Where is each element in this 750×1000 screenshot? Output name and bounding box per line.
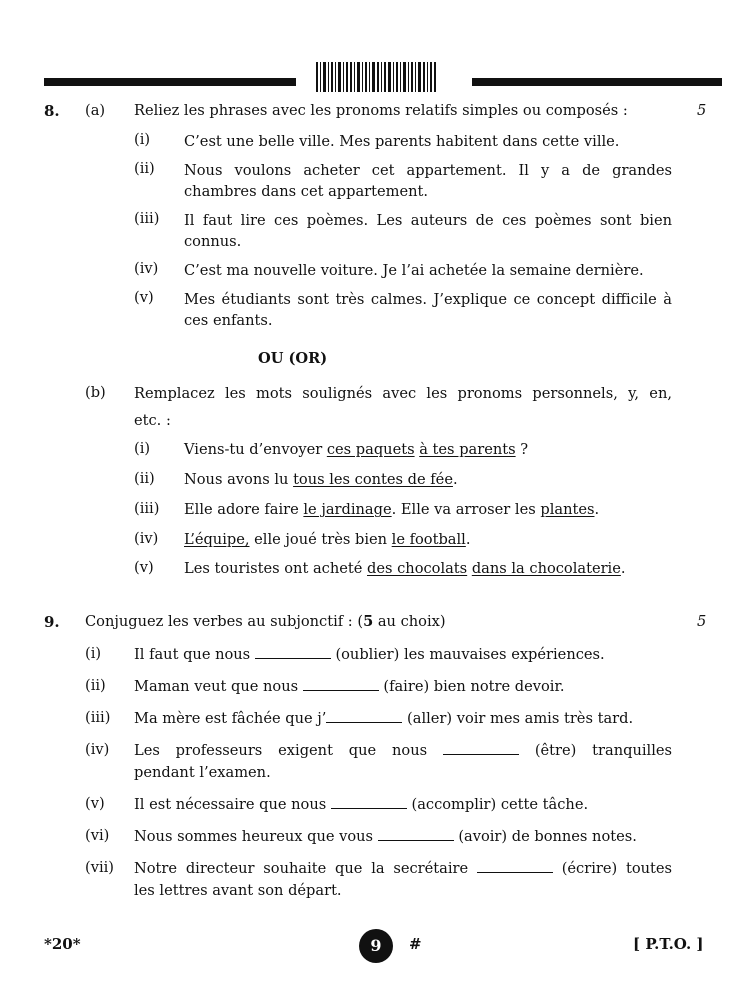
item-8b-v-num: (v) <box>134 559 154 576</box>
item-8b-v-text <box>184 558 626 579</box>
item-9-i-after: (oublier) les mauvaises expériences. <box>330 646 605 663</box>
item-8a-ii-line1: Nous voulons acheter cet appartement. Il y a de grandes <box>184 162 672 179</box>
item-9-ii-before: Maman veut que nous <box>134 678 303 695</box>
item-8a-ii-num: (ii) <box>134 160 155 177</box>
item-9-iv-num: (iv) <box>85 741 110 758</box>
item-8b-i-u2: à tes parents <box>419 441 516 458</box>
question-9-instruction-text: Conjuguez les verbes au subjonctif : ( <box>85 613 364 630</box>
item-8b-iii-text <box>184 499 599 520</box>
item-9-v-blank[interactable] <box>331 796 407 809</box>
item-8b-iii-u1: le jardinage <box>303 501 392 518</box>
item-9-ii-num: (ii) <box>85 677 106 694</box>
item-8b-iii-t1: Elle adore faire <box>184 501 304 518</box>
item-8b-iv-text <box>184 529 470 550</box>
question-8a-label: (a) <box>85 102 106 119</box>
barcode-graphic <box>316 62 436 92</box>
item-8a-v-num: (v) <box>134 289 154 306</box>
item-9-i-blank[interactable] <box>255 646 331 659</box>
item-8a-i-num: (i) <box>134 131 151 148</box>
item-8a-iii-num: (iii) <box>134 210 160 227</box>
item-9-ii-after: (faire) bien notre devoir. <box>378 678 565 695</box>
item-8b-v-t3: . <box>620 560 626 577</box>
question-9-instruction <box>85 611 446 632</box>
item-8a-v-line1: Mes étudiants sont très calmes. J’explique ce concept difficile à <box>184 291 672 308</box>
item-8b-iii-u2: plantes <box>540 501 595 518</box>
item-8b-v-t1: Les touristes ont acheté <box>184 560 368 577</box>
item-8b-i-t1: Viens-tu d’envoyer <box>184 441 327 458</box>
item-9-vi-blank[interactable] <box>378 828 454 841</box>
item-8b-i-t3: ? <box>515 441 529 458</box>
question-9-instruction-end: au choix) <box>373 613 446 630</box>
item-8b-iv-t2: . <box>465 531 471 548</box>
item-9-iii-after: (aller) voir mes amis très tard. <box>402 710 634 727</box>
item-9-ii-text <box>134 676 564 697</box>
item-8b-v-u1: des chocolats <box>367 560 468 577</box>
item-8b-iii-num: (iii) <box>134 500 160 517</box>
question-8-marks: 5 <box>697 102 707 119</box>
item-9-i-num: (i) <box>85 645 102 662</box>
item-9-iii-text <box>134 708 633 729</box>
item-9-v-before: Il est nécessaire que nous <box>134 796 331 813</box>
item-9-vi-text <box>134 826 637 847</box>
item-8a-iv-text: C’est ma nouvelle voiture. Je l’ai achetée la semaine dernière. <box>184 262 644 279</box>
header-rule-right <box>472 78 722 86</box>
question-8b-instruction-line2: etc. : <box>134 412 171 429</box>
item-8b-iv-num: (iv) <box>134 530 159 547</box>
question-8b-label: (b) <box>85 384 106 401</box>
item-9-vii-after: (écrire) toutes <box>552 860 673 877</box>
or-divider: OU (OR) <box>258 350 328 367</box>
footer-hash: # <box>409 935 422 953</box>
footer-code: *20* <box>44 935 81 953</box>
item-9-iv-line1 <box>134 740 672 761</box>
question-8-number: 8. <box>44 102 60 120</box>
item-9-ii-blank[interactable] <box>303 678 379 691</box>
item-8a-iii-line1: Il faut lire ces poèmes. Les auteurs de ces poèmes sont bien <box>184 212 672 229</box>
item-8a-ii-line2: chambres dans cet appartement. <box>184 183 429 200</box>
item-8b-v-u2: dans la chocolaterie <box>471 560 621 577</box>
item-9-vi-before: Nous sommes heureux que vous <box>134 828 378 845</box>
item-9-iv-blank[interactable] <box>443 742 519 755</box>
item-9-vii-before: Notre directeur souhaite que la secrétaire <box>134 860 477 877</box>
item-8b-iv-u2: le football <box>391 531 466 548</box>
item-8a-iv-num: (iv) <box>134 260 159 277</box>
item-8b-ii-u1: tous les contes de fée <box>293 471 453 488</box>
question-9-marks: 5 <box>697 613 707 630</box>
item-9-i-text <box>134 644 605 665</box>
item-8a-v-line2: ces enfants. <box>184 312 273 329</box>
item-9-vii-line2: les lettres avant son départ. <box>134 882 342 899</box>
item-8a-i-text: C’est une belle ville. Mes parents habitent dans cette ville. <box>184 133 620 150</box>
item-8b-ii-num: (ii) <box>134 470 155 487</box>
item-9-i-before: Il faut que nous <box>134 646 255 663</box>
item-8a-iii-line2: connus. <box>184 233 242 250</box>
item-8b-i-num: (i) <box>134 440 151 457</box>
item-8b-ii-t2: . <box>452 471 458 488</box>
question-8b-instruction-line1: Remplacez les mots soulignés avec les pronoms personnels, y, en, <box>134 385 672 402</box>
item-8b-iii-t3: . <box>594 501 600 518</box>
item-8b-i-text <box>184 439 528 460</box>
item-9-vii-num: (vii) <box>85 859 114 876</box>
item-8b-iii-t2: . Elle va arroser les <box>391 501 541 518</box>
item-8b-ii-t1: Nous avons lu <box>184 471 294 488</box>
item-9-iv-line2: pendant l’examen. <box>134 764 271 781</box>
item-8b-iv-t1: elle joué très bien <box>249 531 392 548</box>
item-9-vii-line1 <box>134 858 672 879</box>
item-8b-ii-text <box>184 469 458 490</box>
item-8b-i-u1: ces paquets <box>326 441 415 458</box>
item-9-iii-before: Ma mère est fâchée que j’ <box>134 710 327 727</box>
item-9-v-after: (accomplir) cette tâche. <box>406 796 589 813</box>
item-9-v-num: (v) <box>85 795 105 812</box>
item-9-vi-num: (vi) <box>85 827 110 844</box>
question-8a-instruction: Reliez les phrases avec les pronoms relatifs simples ou composés : <box>134 102 628 119</box>
header-rule-left <box>44 78 296 86</box>
item-9-iii-num: (iii) <box>85 709 111 726</box>
item-8b-iv-u1: L’équipe, <box>184 531 250 548</box>
footer-pto: [ P.T.O. ] <box>633 935 704 953</box>
item-9-iii-blank[interactable] <box>326 710 402 723</box>
item-9-vi-after: (avoir) de bonnes notes. <box>453 828 637 845</box>
question-9-instruction-count: 5 <box>363 613 374 630</box>
item-9-vii-blank[interactable] <box>477 860 553 873</box>
question-9-number: 9. <box>44 613 60 631</box>
item-9-v-text <box>134 794 588 815</box>
page-number-badge: 9 <box>359 929 393 963</box>
item-9-iv-before: Les professeurs exigent que nous <box>134 742 443 759</box>
item-9-iv-after: (être) tranquilles <box>518 742 672 759</box>
